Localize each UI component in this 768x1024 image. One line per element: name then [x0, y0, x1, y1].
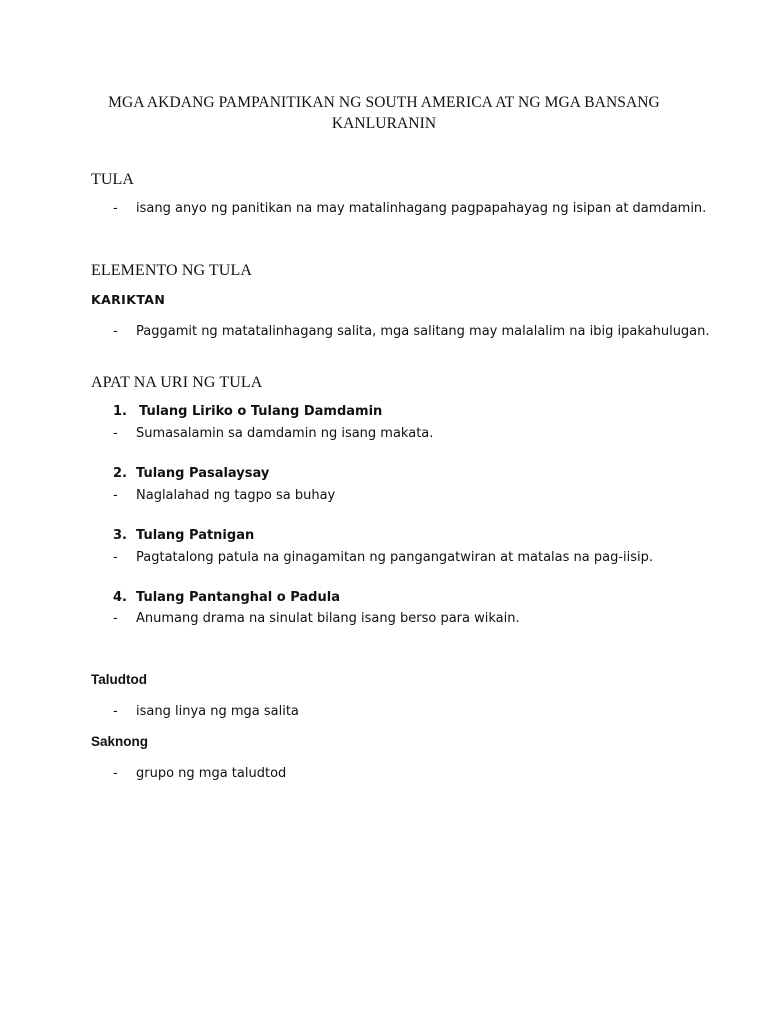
- heading-uri: APAT NA URI NG TULA: [91, 374, 263, 391]
- bullet-dash: -: [113, 426, 118, 441]
- bullet-dash: -: [113, 550, 118, 565]
- item-number: 2.: [113, 466, 127, 481]
- description-text: Sumasalamin sa damdamin ng isang makata.: [136, 426, 434, 441]
- item-number: 1.: [113, 404, 127, 419]
- uri-item-1-title: [113, 404, 382, 419]
- uri-item-3-title: [113, 528, 254, 543]
- item-name: Tulang Pasalaysay: [136, 466, 270, 481]
- uri-item-4-title: [113, 590, 340, 605]
- kariktan-definition: [113, 324, 710, 339]
- title-line-2: KANLURANIN: [331, 115, 437, 132]
- item-name: Tulang Patnigan: [136, 528, 255, 543]
- item-name: Tulang Liriko o Tulang Damdamin: [139, 404, 383, 419]
- item-name: Tulang Pantanghal o Padula: [136, 590, 340, 605]
- bullet-dash: -: [113, 201, 118, 216]
- heading-tula: TULA: [91, 171, 135, 188]
- item-number: 3.: [113, 528, 127, 543]
- document-title: [60, 92, 708, 134]
- definition-text: isang linya ng mga salita: [136, 704, 299, 719]
- bullet-dash: -: [113, 611, 118, 626]
- title-line-1: MGA AKDANG PAMPANITIKAN NG SOUTH AMERICA AT NG MGA BANSANG: [108, 94, 660, 111]
- description-text: Naglalahad ng tagpo sa buhay: [136, 488, 336, 503]
- uri-item-2-title: [113, 466, 269, 481]
- saknong-definition: [113, 766, 286, 781]
- bullet-dash: -: [113, 704, 118, 719]
- definition-text: Paggamit ng matatalinhagang salita, mga salitang may malalalim na ibig ipakahulugan.: [136, 324, 710, 339]
- taludtod-definition: [113, 704, 299, 719]
- subheading-kariktan: KARIKTAN: [91, 292, 166, 307]
- uri-item-1-description: [113, 426, 433, 441]
- bullet-dash: -: [113, 766, 118, 781]
- item-number: 4.: [113, 590, 127, 605]
- heading-taludtod: Taludtod: [91, 672, 147, 687]
- description-text: Pagtatalong patula na ginagamitan ng pangangatwiran at matalas na pag-iisip.: [136, 550, 654, 565]
- bullet-dash: -: [113, 488, 118, 503]
- bullet-dash: -: [113, 324, 118, 339]
- definition-text: grupo ng mga taludtod: [136, 766, 287, 781]
- definition-text: isang anyo ng panitikan na may matalinhagang pagpapahayag ng isipan at damdamin.: [136, 201, 707, 216]
- heading-elemento: ELEMENTO NG TULA: [91, 262, 252, 279]
- heading-saknong: Saknong: [91, 734, 149, 749]
- uri-item-3-description: [113, 550, 653, 565]
- description-text: Anumang drama na sinulat bilang isang berso para wikain.: [136, 611, 520, 626]
- uri-item-2-description: [113, 488, 335, 503]
- uri-item-4-description: [113, 611, 520, 626]
- tula-definition: [113, 201, 706, 216]
